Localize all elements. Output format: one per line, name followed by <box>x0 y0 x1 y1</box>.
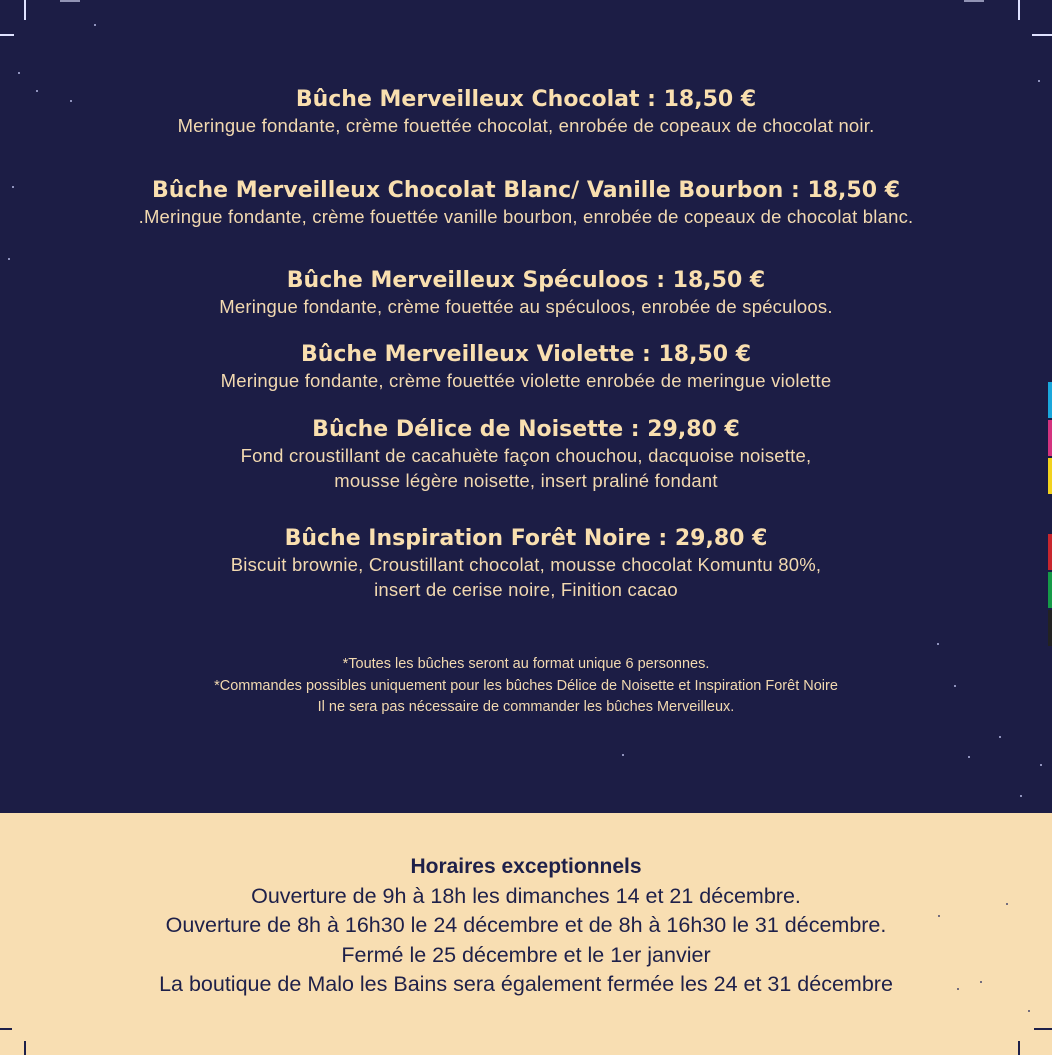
hours-title: Horaires exceptionnels <box>410 855 642 878</box>
crop-mark <box>1018 0 1020 20</box>
crop-mark <box>24 0 26 20</box>
star-decoration <box>18 72 20 74</box>
menu-item-delice-noisette <box>0 417 1052 493</box>
star-decoration <box>70 100 72 102</box>
menu-item-title: Bûche Merveilleux Violette : 18,50 € <box>300 342 752 367</box>
star-decoration <box>980 981 982 983</box>
star-decoration <box>8 258 10 260</box>
hours-lines <box>0 882 1052 999</box>
star-decoration <box>1038 80 1040 82</box>
crop-mark <box>1032 34 1052 36</box>
menu-item-title: Bûche Inspiration Forêt Noire : 29,80 € <box>284 526 768 551</box>
color-swatch-green <box>1048 572 1052 608</box>
color-swatch-black <box>1048 610 1052 646</box>
color-swatch-navy <box>1048 648 1052 684</box>
menu-item-description: mousse légère noisette, insert praliné fondant <box>334 470 718 491</box>
hours-line: Ouverture de 8h à 16h30 le 24 décembre et de 8h à 16h30 le 31 décembre. <box>165 913 887 938</box>
star-decoration <box>1006 903 1008 905</box>
menu-item-merveilleux-speculoos <box>0 268 1052 319</box>
note-line: Il ne sera pas nécessaire de commander les bûches Merveilleux. <box>317 699 735 715</box>
star-decoration <box>1040 764 1042 766</box>
registration-mark <box>60 0 80 2</box>
menu-item-title: Bûche Merveilleux Chocolat : 18,50 € <box>295 87 757 112</box>
star-decoration <box>36 90 38 92</box>
menu-item-merveilleux-chocolat-blanc <box>0 178 1052 229</box>
star-decoration <box>94 24 96 26</box>
menu-item-title: Bûche Merveilleux Chocolat Blanc/ Vanille Bourbon : 18,50 € <box>151 178 900 203</box>
hours-line: Fermé le 25 décembre et le 1er janvier <box>341 942 711 967</box>
star-decoration <box>1020 795 1022 797</box>
menu-item-title: Bûche Merveilleux Spéculoos : 18,50 € <box>286 268 766 293</box>
menu-item-description: Meringue fondante, crème fouettée violette enrobée de meringue violette <box>220 370 832 391</box>
menu-item-merveilleux-violette <box>0 342 1052 393</box>
color-swatch-yellow <box>1048 458 1052 494</box>
color-swatch-navy <box>1048 496 1052 532</box>
order-notes <box>0 654 1052 719</box>
menu-item-foret-noire <box>0 526 1052 602</box>
crop-mark <box>24 1041 26 1055</box>
star-decoration <box>957 988 959 990</box>
menu-item-description: Biscuit brownie, Croustillant chocolat, mousse chocolat Komuntu 80%, <box>230 554 822 575</box>
star-decoration <box>12 186 14 188</box>
registration-mark <box>964 0 984 2</box>
star-decoration <box>968 756 970 758</box>
menu-item-description: Meringue fondante, crème fouettée au spéculoos, enrobée de spéculoos. <box>219 296 833 317</box>
crop-mark <box>0 1028 12 1030</box>
crop-mark <box>0 34 14 36</box>
note-line: *Commandes possibles uniquement pour les bûches Délice de Noisette et Inspiration Forêt Noire <box>214 677 838 694</box>
star-decoration <box>954 685 956 687</box>
star-decoration <box>1028 1010 1030 1012</box>
note-line: *Toutes les bûches seront au format unique 6 personnes. <box>342 656 710 672</box>
hours-line: La boutique de Malo les Bains sera également fermée les 24 et 31 décembre <box>159 971 893 996</box>
star-decoration <box>937 643 939 645</box>
exceptional-hours-panel <box>0 813 1052 1055</box>
star-decoration <box>999 736 1001 738</box>
star-decoration <box>622 754 624 756</box>
color-swatch-cyan <box>1048 382 1052 418</box>
crop-mark <box>1034 1028 1052 1030</box>
color-swatch-magenta <box>1048 420 1052 456</box>
color-swatch-red <box>1048 534 1052 570</box>
menu-item-title: Bûche Délice de Noisette : 29,80 € <box>312 417 740 442</box>
menu-item-description: .Meringue fondante, crème fouettée vanille bourbon, enrobée de copeaux de chocolat blanc. <box>138 206 914 227</box>
menu-item-description: Fond croustillant de cacahuète façon chouchou, dacquoise noisette, <box>240 445 812 466</box>
menu-item-description: Meringue fondante, crème fouettée chocolat, enrobée de copeaux de chocolat noir. <box>177 115 875 136</box>
crop-mark <box>1018 1041 1020 1055</box>
menu-item-merveilleux-chocolat <box>0 87 1052 138</box>
hours-line: Ouverture de 9h à 18h les dimanches 14 et 21 décembre. <box>251 884 801 908</box>
menu-item-description: insert de cerise noire, Finition cacao <box>374 579 678 600</box>
star-decoration <box>938 915 940 917</box>
